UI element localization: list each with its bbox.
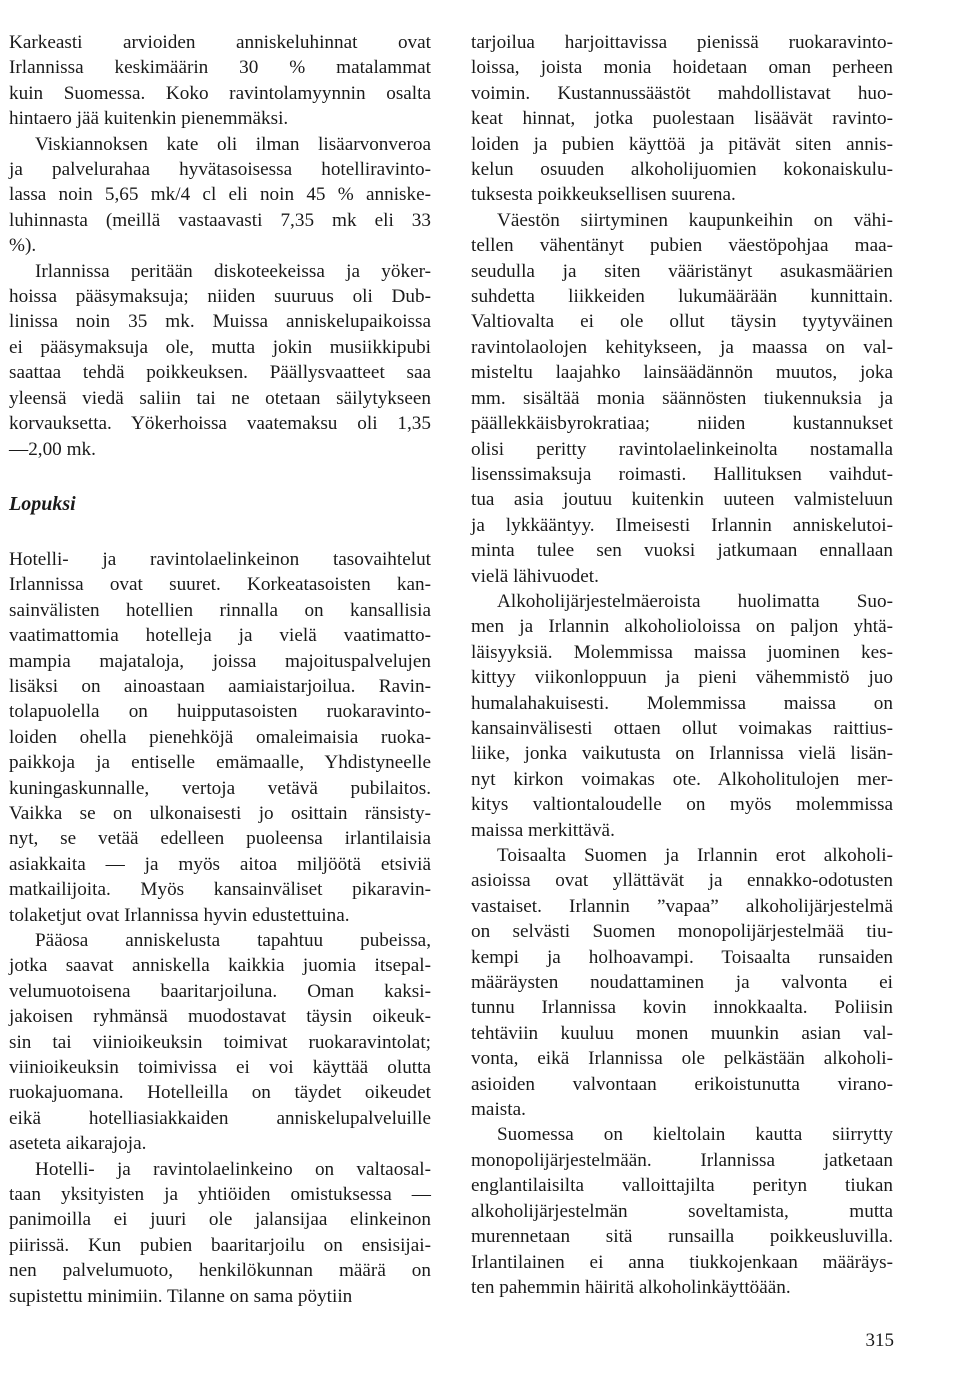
- text-line: kittyy viikonloppuun ja pieni vähemmistö juo: [471, 667, 893, 689]
- text-line: läisyyksiä. Molemmissa maissa juominen kes-: [471, 641, 893, 663]
- paragraph-paasymaksut: [9, 259, 431, 462]
- text-line: taan yksityisten ja yhtiöiden omistuksessa —: [9, 1184, 431, 1206]
- text-line: viinioikeuksin toimivissa ei voi käyttää olutta: [9, 1057, 431, 1079]
- text-line: mampia majataloja, joissa majoituspalvelujen: [9, 650, 431, 672]
- text-line: Irlannissa ovat suuret. Korkeatasoisten kan-: [9, 574, 431, 596]
- paragraph-anniskelu: [9, 928, 431, 1157]
- text-line: Karkeasti arvioiden anniskeluhinnat ovat: [9, 32, 431, 53]
- text-line: kuin Suomessa. Koko ravintolamyynnin osalta: [9, 82, 431, 104]
- text-line: kelun osuuden alkoholijuomien kokonaiskulu-: [471, 159, 893, 181]
- text-line: piirissä. Kun pubien baaritarjoilu on ensisijai-: [9, 1234, 431, 1256]
- text-line: maissa merkittävä.: [471, 819, 615, 841]
- paragraph-kieltolaki: [471, 1122, 893, 1300]
- text-line: ravintolaolojen kehitykseen, ja maassa on val-: [471, 336, 893, 358]
- text-line: men ja Irlannin alkoholioloissa on paljon yhtä-: [471, 616, 893, 638]
- text-line: vielä lähivuodet.: [471, 565, 599, 587]
- text-line: saattaa tehdä poikkeuksen. Päällysvaatteet saa: [9, 362, 431, 384]
- text-line: loiden ohella pienehköjä omaleimaisia ruoka-: [9, 726, 431, 748]
- text-line: vaatimattomia hotelleja ja vielä vaatimatto-: [9, 625, 431, 647]
- text-line: Irlannissa keskimäärin 30 % matalammat: [9, 57, 431, 79]
- text-line: Suomessa on kieltolain kautta siirrytty: [497, 1124, 893, 1146]
- text-line: vonta, eikä Irlannissa ole pelkästään alkoholi-: [471, 1048, 893, 1070]
- text-line: nyt kirkon voimakas ote. Alkoholitulojen mer-: [471, 768, 893, 790]
- text-line: sainvälisten hotellien rinnalla on kansallisia: [9, 599, 431, 621]
- text-line: seudulla ja siten vääristänyt asukasmäärien: [471, 260, 893, 282]
- text-line: olisi peritty ravintolaelinkeinolta nostamalla: [471, 438, 893, 460]
- text-line: tuksesta poikkeuksellisen suurena.: [471, 184, 736, 206]
- text-line: päällekkäisbyrokratiaa; niiden kustannukset: [471, 413, 893, 435]
- text-line: humalahakuisesti. Molemmissa maissa on: [471, 692, 893, 714]
- text-line: sin tai viinioikeuksin toimivat ruokaravintolat;: [9, 1031, 431, 1053]
- text-line: loissa, joista monia hoidetaan oman perheen: [471, 57, 893, 79]
- text-line: panimoilla ei juuri ole jalansijaa elinkeinon: [9, 1209, 431, 1231]
- text-line: Valtiovalta ei ole ollut täysin tyytyväinen: [471, 311, 893, 333]
- text-line: vastaiset. Irlannin ”vapaa” alkoholijärjestelmä: [471, 895, 893, 917]
- text-line: Irlantilainen ei anna tiukkojenkaan määräys-: [471, 1251, 893, 1273]
- text-line: Viskiannoksen kate oli ilman lisäarvonveroa: [35, 133, 431, 155]
- text-line: liike, jonka vaikutusta on Irlannissa vielä lisän-: [471, 743, 893, 765]
- text-line: tunnu Irlannissa kovin innokkaalta. Poliisin: [471, 997, 893, 1019]
- text-line: hoissa pääsymaksuja; niiden suuruus oli Dub-: [9, 286, 431, 308]
- text-line: maista.: [471, 1099, 526, 1121]
- text-line: hintaero jää kuitenkin pienemmäksi.: [9, 108, 289, 130]
- text-line: misteltu laajahko lainsäädännön muutos, joka: [471, 362, 893, 384]
- text-line: aseteta aikarajoja.: [9, 1133, 147, 1155]
- text-line: Väestön siirtyminen kaupunkeihin on vähi-: [497, 209, 893, 231]
- text-line: luhinnasta (meillä vastaavasti 7,35 mk eli 33: [9, 209, 431, 231]
- text-line: minta tulee sen vuoksi jatkumaan ennallaan: [471, 540, 893, 562]
- text-line: Irlannissa peritään diskoteekeissa ja yöker-: [35, 260, 431, 282]
- text-line: kansainvälisesti ottaen ollut voimakas raittius-: [471, 717, 893, 739]
- text-line: ja palvelurahaa hyvätasoisessa hotelliravinto-: [9, 159, 431, 181]
- text-line: velumuotoisena baaritarjoiluna. Oman kaksi-: [9, 980, 431, 1002]
- text-line: matkailijoita. Myös kansainväliset pikaravin-: [9, 879, 431, 901]
- text-line: suhdetta liikkeiden lukumäärään kunnittain.: [471, 286, 893, 308]
- page-number: 315: [865, 1330, 894, 1351]
- text-line: kuningaskunnalle, vertoja vetävä pubilaitos.: [9, 777, 431, 799]
- text-line: tua asia joutuu kuitenkin uuteen valmisteluun: [471, 489, 893, 511]
- text-line: eikä hotelliasiakkaiden anniskelupalveluille: [9, 1107, 431, 1129]
- paragraph-tarjoilu: [471, 30, 893, 208]
- text-line: keat hinnat, jotka puolestaan lisäävät ravinto-: [471, 108, 893, 130]
- text-line: supistettu minimiin. Tilanne on sama pöytiin: [9, 1285, 353, 1307]
- text-line: —2,00 mk.: [9, 438, 96, 460]
- text-line: tellen vähentänyt pubien väestöpohjaa maa-: [471, 235, 893, 257]
- text-line: monopolijärjestelmään. Irlannissa jatketaan: [471, 1149, 893, 1171]
- text-line: murennetaan sitä runsailla poikkeusluvilla.: [471, 1226, 893, 1248]
- text-line: lisenssimaksuja roimasti. Hallituksen vaihdut-: [471, 463, 893, 485]
- paragraph-vaesto: [471, 208, 893, 589]
- text-line: tarjoilua harjoittavissa pienissä ruokaravinto-: [471, 32, 893, 53]
- text-line: asioiden valvontaan erikoistunutta virano-: [471, 1073, 893, 1095]
- text-line: ten pahemmin häiritä alkoholinkäyttöään.: [471, 1276, 791, 1298]
- text-line: voimin. Kustannussäästöt mahdollistavat huo-: [471, 82, 893, 104]
- text-line: korvauksetta. Yökerhoissa vaatemaksu oli 1,35: [9, 413, 431, 435]
- text-line: tolapuolella on huipputasoisten ruokaravinto-: [9, 701, 431, 723]
- text-line: Vaikka se on ulkonaisesti jo osittain ränsisty-: [9, 802, 431, 824]
- text-line: Hotelli- ja ravintolaelinkeinon tasovaihtelut: [9, 548, 431, 570]
- text-line: kempi ja holhoavampi. Toisaalta runsaiden: [471, 946, 893, 968]
- right-column: [471, 30, 893, 1300]
- text-line: paikkoja ja entiselle emämaalle, Yhdistyneelle: [9, 752, 431, 774]
- text-line: asiakkaita — ja myös aitoa miljöötä etsiviä: [9, 853, 431, 875]
- paragraph-yhtalaisyydet: [471, 589, 893, 843]
- text-line: asioissa ovat yllättävät ja ennakko-odotusten: [471, 870, 893, 892]
- text-line: englantilaisilta valloittajilta perityn tiukan: [471, 1175, 893, 1197]
- text-line: tehtäviin kuuluu monen muunkin asian val-: [471, 1022, 893, 1044]
- text-line: Hotelli- ja ravintolaelinkeino on valtaosal-: [35, 1158, 431, 1180]
- text-line: nyt, se vetää edelleen puoleensa irlantilaisia: [9, 828, 431, 850]
- paragraph-erot: [471, 843, 893, 1122]
- text-line: loiden ja pubien käyttöä ja pitävät siten annis-: [471, 133, 893, 155]
- text-line: linissa noin 35 mk. Muissa anniskelupaikoissa: [9, 311, 431, 333]
- text-line: määräysten noudattaminen ja valvonta ei: [471, 972, 893, 994]
- text-line: ei pääsymaksuja ole, mutta jokin musiikkipubi: [9, 336, 431, 358]
- text-line: %).: [9, 235, 37, 257]
- text-line: kitys valtiontaloudelle on myös molemmissa: [471, 794, 893, 816]
- text-line: nen palvelumuoto, henkilökunnan määrä on: [9, 1260, 431, 1282]
- left-column: [9, 30, 431, 1309]
- text-line: jakoisen ryhmänsä muodostavat täysin oikeuk-: [9, 1006, 431, 1028]
- text-line: ja lykkääntyy. Ilmeisesti Irlannin anniskelutoi-: [471, 514, 893, 536]
- text-line: mm. sisältää monia säännösten tiukennuksia ja: [471, 387, 893, 409]
- paragraph-viskiannos: [9, 132, 431, 259]
- text-line: tolaketjut ovat Irlannissa hyvin edustettuina.: [9, 904, 350, 926]
- text-line: Toisaalta Suomen ja Irlannin erot alkoholi-: [497, 845, 893, 866]
- paragraph-hinnat: [9, 30, 431, 132]
- paragraph-tasovaihtelut: [9, 547, 431, 928]
- text-line: lisäksi on ainoastaan aamiaistarjoilua. Ravin-: [9, 675, 431, 697]
- text-line: jotka saavat anniskella kaikkia juomia itsepal-: [9, 955, 431, 977]
- section-heading-lopuksi: Lopuksi: [9, 492, 76, 515]
- text-line: on selvästi Suomen monopolijärjestelmää tiu-: [471, 921, 893, 943]
- text-line: Alkoholijärjestelmäeroista huolimatta Suo-: [497, 590, 893, 612]
- text-line: lassa noin 5,65 mk/4 cl eli noin 45 % anniske-: [9, 184, 431, 206]
- text-line: yleensä viedä saliin tai ne otetaan säilytykseen: [9, 387, 431, 409]
- paragraph-omistus: [9, 1157, 431, 1309]
- text-line: ruokajuomana. Hotelleilla on täydet oikeudet: [9, 1082, 431, 1104]
- text-line: alkoholijärjestelmän soveltamista, mutta: [471, 1200, 893, 1222]
- text-line: Pääosa anniskelusta tapahtuu pubeissa,: [35, 930, 431, 951]
